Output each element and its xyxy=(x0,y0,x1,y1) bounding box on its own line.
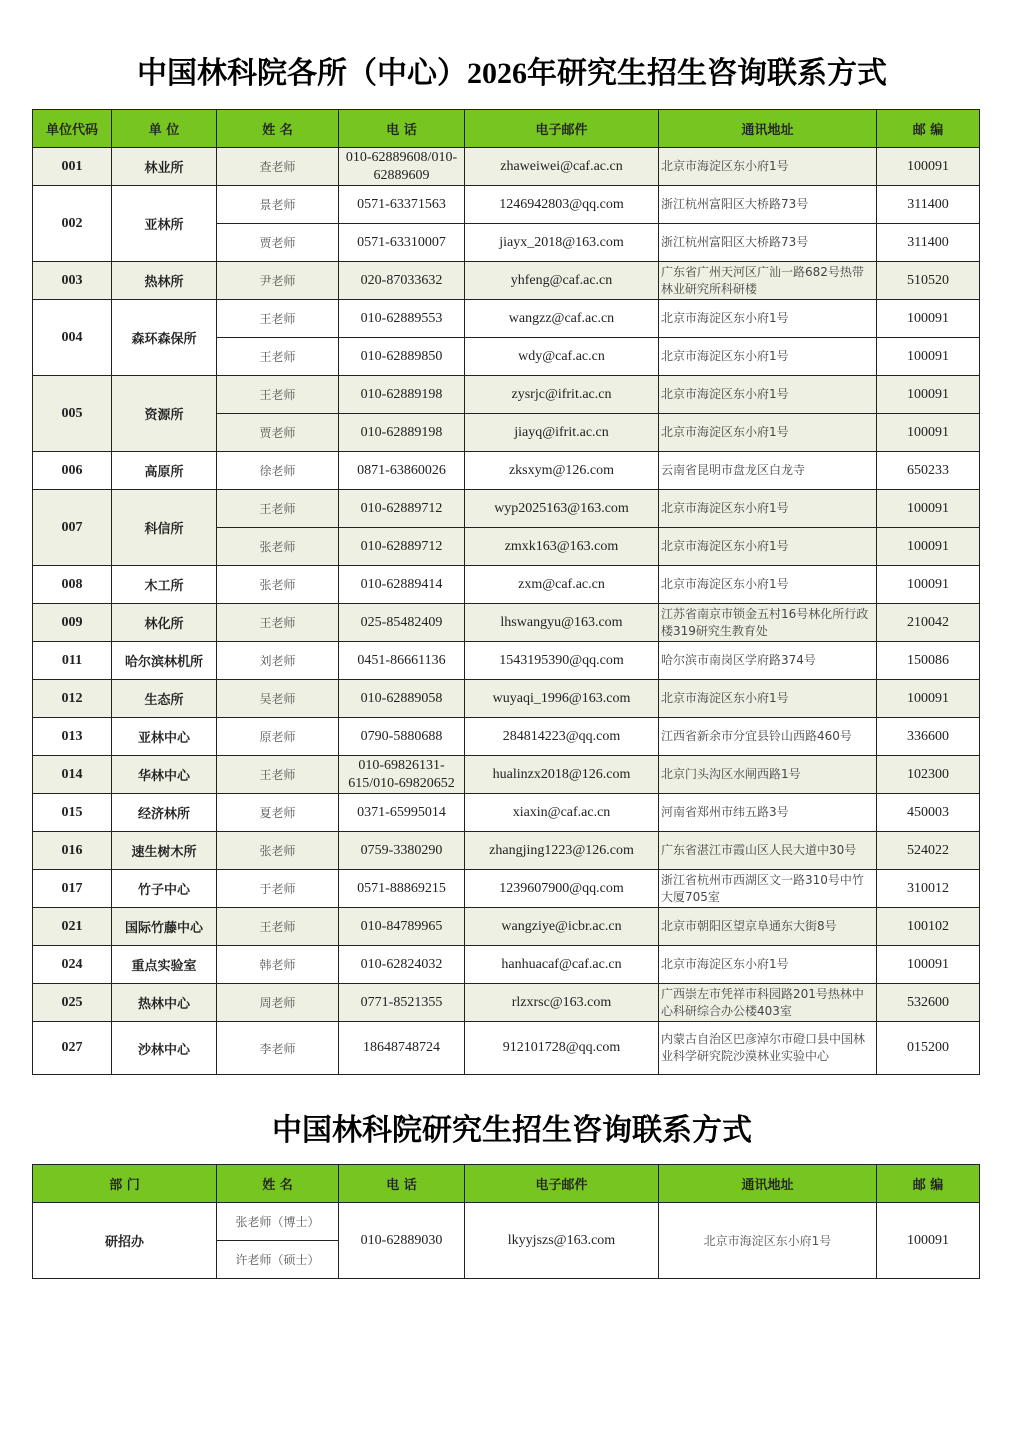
phone-cell: 010-69826131-615/010-69820652 xyxy=(339,756,465,794)
phone-cell: 0571-63371563 xyxy=(339,186,465,224)
email-cell: rlzxrsc@163.com xyxy=(465,984,659,1022)
email-cell: zksxym@126.com xyxy=(465,452,659,490)
zip-cell: 100091 xyxy=(877,946,980,984)
email-cell: wuyaqi_1996@163.com xyxy=(465,680,659,718)
phone-cell: 010-62889553 xyxy=(339,300,465,338)
phone-cell: 010-62889608/010-62889609 xyxy=(339,148,465,186)
email-cell: 1543195390@qq.com xyxy=(465,642,659,680)
unit-name-cell: 沙林中心 xyxy=(112,1022,217,1075)
address-cell: 北京市海淀区东小府1号 xyxy=(659,680,877,718)
unit-code-cell: 009 xyxy=(33,604,112,642)
address-cell: 哈尔滨市南岗区学府路374号 xyxy=(659,642,877,680)
column-header: 电子邮件 xyxy=(465,1165,659,1203)
phone-cell: 0371-65995014 xyxy=(339,794,465,832)
name-cell: 张老师 xyxy=(217,832,339,870)
dept-cell: 研招办 xyxy=(33,1203,217,1279)
table-row xyxy=(33,148,980,186)
phone-cell: 010-62824032 xyxy=(339,946,465,984)
name-cell: 王老师 xyxy=(217,490,339,528)
table-row xyxy=(33,908,980,946)
name-cell: 景老师 xyxy=(217,186,339,224)
table-row xyxy=(33,794,980,832)
zip-cell: 100091 xyxy=(877,414,980,452)
address-cell: 广东省广州天河区广汕一路682号热带林业研究所科研楼 xyxy=(659,262,877,300)
name-cell: 于老师 xyxy=(217,870,339,908)
table-row xyxy=(33,452,980,490)
name-cell: 王老师 xyxy=(217,604,339,642)
address-cell: 北京市海淀区东小府1号 xyxy=(659,566,877,604)
unit-name-cell: 速生树木所 xyxy=(112,832,217,870)
unit-code-cell: 027 xyxy=(33,1022,112,1075)
address-cell: 北京市海淀区东小府1号 xyxy=(659,946,877,984)
zip-cell: 100091 xyxy=(877,680,980,718)
email-cell: lhswangyu@163.com xyxy=(465,604,659,642)
unit-code-cell: 011 xyxy=(33,642,112,680)
table-row xyxy=(33,870,980,908)
address-cell: 北京市海淀区东小府1号 xyxy=(659,300,877,338)
phone-cell: 0759-3380290 xyxy=(339,832,465,870)
unit-code-cell: 003 xyxy=(33,262,112,300)
zip-cell: 100091 xyxy=(877,566,980,604)
name-cell: 许老师（硕士） xyxy=(217,1241,339,1279)
name-cell: 贾老师 xyxy=(217,414,339,452)
table-row xyxy=(33,1022,980,1075)
email-cell: xiaxin@caf.ac.cn xyxy=(465,794,659,832)
zip-cell: 210042 xyxy=(877,604,980,642)
zip-cell: 100091 xyxy=(877,338,980,376)
unit-name-cell: 高原所 xyxy=(112,452,217,490)
email-cell: wangzz@caf.ac.cn xyxy=(465,300,659,338)
unit-code-cell: 001 xyxy=(33,148,112,186)
phone-cell: 0571-63310007 xyxy=(339,224,465,262)
unit-name-cell: 亚林所 xyxy=(112,186,217,262)
column-header: 姓 名 xyxy=(217,110,339,148)
phone-cell: 010-62889712 xyxy=(339,490,465,528)
unit-code-cell: 021 xyxy=(33,908,112,946)
name-cell: 王老师 xyxy=(217,756,339,794)
unit-name-cell: 林化所 xyxy=(112,604,217,642)
column-header: 电 话 xyxy=(339,110,465,148)
email-cell: jiayx_2018@163.com xyxy=(465,224,659,262)
zip-cell: 311400 xyxy=(877,224,980,262)
unit-name-cell: 林业所 xyxy=(112,148,217,186)
table-row xyxy=(33,756,980,794)
email-cell: zhaweiwei@caf.ac.cn xyxy=(465,148,659,186)
table-row xyxy=(33,946,980,984)
email-cell: zhangjing1223@126.com xyxy=(465,832,659,870)
unit-code-cell: 006 xyxy=(33,452,112,490)
email-cell: 1239607900@qq.com xyxy=(465,870,659,908)
unit-code-cell: 017 xyxy=(33,870,112,908)
unit-code-cell: 004 xyxy=(33,300,112,376)
address-cell: 河南省郑州市纬五路3号 xyxy=(659,794,877,832)
zip-cell: 100091 xyxy=(877,148,980,186)
name-cell: 张老师 xyxy=(217,528,339,566)
unit-name-cell: 哈尔滨林机所 xyxy=(112,642,217,680)
zip-cell: 100091 xyxy=(877,300,980,338)
name-cell: 夏老师 xyxy=(217,794,339,832)
column-header: 姓 名 xyxy=(217,1165,339,1203)
phone-cell: 010-62889198 xyxy=(339,414,465,452)
name-cell: 贾老师 xyxy=(217,224,339,262)
email-cell: zysrjc@ifrit.ac.cn xyxy=(465,376,659,414)
address-cell: 北京市海淀区东小府1号 xyxy=(659,338,877,376)
name-cell: 韩老师 xyxy=(217,946,339,984)
phone-cell: 010-62889198 xyxy=(339,376,465,414)
name-cell: 徐老师 xyxy=(217,452,339,490)
unit-code-cell: 008 xyxy=(33,566,112,604)
unit-name-cell: 华林中心 xyxy=(112,756,217,794)
email-cell: 912101728@qq.com xyxy=(465,1022,659,1075)
phone-cell: 010-62889712 xyxy=(339,528,465,566)
name-cell: 王老师 xyxy=(217,338,339,376)
phone-cell: 010-62889058 xyxy=(339,680,465,718)
table-row xyxy=(33,262,980,300)
name-cell: 王老师 xyxy=(217,908,339,946)
address-cell: 北京市海淀区东小府1号 xyxy=(659,414,877,452)
name-cell: 尹老师 xyxy=(217,262,339,300)
phone-cell: 18648748724 xyxy=(339,1022,465,1075)
unit-name-cell: 森环森保所 xyxy=(112,300,217,376)
name-cell: 李老师 xyxy=(217,1022,339,1075)
phone-cell: 010-84789965 xyxy=(339,908,465,946)
zip-cell: 015200 xyxy=(877,1022,980,1075)
graduate-office-contact-table xyxy=(32,1164,980,1279)
phone-cell: 010-62889414 xyxy=(339,566,465,604)
column-header: 单位代码 xyxy=(33,110,112,148)
email-cell: wyp2025163@163.com xyxy=(465,490,659,528)
phone-cell: 0451-86661136 xyxy=(339,642,465,680)
phone-cell: 020-87033632 xyxy=(339,262,465,300)
email-cell: 284814223@qq.com xyxy=(465,718,659,756)
unit-name-cell: 木工所 xyxy=(112,566,217,604)
name-cell: 周老师 xyxy=(217,984,339,1022)
column-header: 电子邮件 xyxy=(465,110,659,148)
unit-name-cell: 国际竹藤中心 xyxy=(112,908,217,946)
address-cell: 北京市海淀区东小府1号 xyxy=(659,1203,877,1279)
zip-cell: 336600 xyxy=(877,718,980,756)
phone-cell: 0871-63860026 xyxy=(339,452,465,490)
column-header: 部 门 xyxy=(33,1165,217,1203)
table-row xyxy=(33,604,980,642)
name-cell: 王老师 xyxy=(217,300,339,338)
table-row xyxy=(33,718,980,756)
unit-code-cell: 025 xyxy=(33,984,112,1022)
phone-cell: 0790-5880688 xyxy=(339,718,465,756)
zip-cell: 450003 xyxy=(877,794,980,832)
zip-cell: 100102 xyxy=(877,908,980,946)
phone-cell: 010-62889030 xyxy=(339,1203,465,1279)
zip-cell: 100091 xyxy=(877,376,980,414)
address-cell: 浙江杭州富阳区大桥路73号 xyxy=(659,186,877,224)
table-row xyxy=(33,186,980,224)
page-title: 中国林科院各所（中心）2026年研究生招生咨询联系方式 xyxy=(137,57,887,90)
email-cell: lkyyjszs@163.com xyxy=(465,1203,659,1279)
name-cell: 王老师 xyxy=(217,376,339,414)
zip-cell: 510520 xyxy=(877,262,980,300)
address-cell: 浙江省杭州市西湖区文一路310号中竹大厦705室 xyxy=(659,870,877,908)
unit-name-cell: 经济林所 xyxy=(112,794,217,832)
unit-code-cell: 016 xyxy=(33,832,112,870)
column-header: 通讯地址 xyxy=(659,1165,877,1203)
address-cell: 内蒙古自治区巴彦淖尔市磴口县中国林业科学研究院沙漠林业实验中心 xyxy=(659,1022,877,1075)
name-cell: 原老师 xyxy=(217,718,339,756)
unit-code-cell: 012 xyxy=(33,680,112,718)
unit-name-cell: 热林中心 xyxy=(112,984,217,1022)
address-cell: 浙江杭州富阳区大桥路73号 xyxy=(659,224,877,262)
table-row xyxy=(33,490,980,528)
unit-name-cell: 资源所 xyxy=(112,376,217,452)
column-header: 邮 编 xyxy=(877,1165,980,1203)
unit-name-cell: 科信所 xyxy=(112,490,217,566)
table-row xyxy=(33,642,980,680)
address-cell: 云南省昆明市盘龙区白龙寺 xyxy=(659,452,877,490)
address-cell: 北京市朝阳区望京阜通东大街8号 xyxy=(659,908,877,946)
phone-cell: 025-85482409 xyxy=(339,604,465,642)
unit-code-cell: 024 xyxy=(33,946,112,984)
address-cell: 广西崇左市凭祥市科园路201号热林中心科研综合办公楼403室 xyxy=(659,984,877,1022)
table-row xyxy=(33,376,980,414)
email-cell: zmxk163@163.com xyxy=(465,528,659,566)
zip-cell: 150086 xyxy=(877,642,980,680)
unit-code-cell: 015 xyxy=(33,794,112,832)
unit-code-cell: 007 xyxy=(33,490,112,566)
zip-cell: 100091 xyxy=(877,1203,980,1279)
email-cell: yhfeng@caf.ac.cn xyxy=(465,262,659,300)
section-title: 中国林科院研究生招生咨询联系方式 xyxy=(272,1114,752,1147)
zip-cell: 311400 xyxy=(877,186,980,224)
table-row xyxy=(33,300,980,338)
email-cell: 1246942803@qq.com xyxy=(465,186,659,224)
phone-cell: 0571-88869215 xyxy=(339,870,465,908)
table-row xyxy=(33,984,980,1022)
email-cell: jiayq@ifrit.ac.cn xyxy=(465,414,659,452)
table-row xyxy=(33,832,980,870)
unit-name-cell: 生态所 xyxy=(112,680,217,718)
name-cell: 查老师 xyxy=(217,148,339,186)
email-cell: wdy@caf.ac.cn xyxy=(465,338,659,376)
unit-name-cell: 热林所 xyxy=(112,262,217,300)
address-cell: 北京门头沟区水闸西路1号 xyxy=(659,756,877,794)
address-cell: 北京市海淀区东小府1号 xyxy=(659,490,877,528)
email-cell: zxm@caf.ac.cn xyxy=(465,566,659,604)
zip-cell: 100091 xyxy=(877,528,980,566)
address-cell: 江西省新余市分宜县铃山西路460号 xyxy=(659,718,877,756)
institutes-contact-table xyxy=(32,109,980,1075)
zip-cell: 310012 xyxy=(877,870,980,908)
address-cell: 北京市海淀区东小府1号 xyxy=(659,148,877,186)
table-row xyxy=(33,680,980,718)
zip-cell: 650233 xyxy=(877,452,980,490)
column-header: 电 话 xyxy=(339,1165,465,1203)
email-cell: hanhuacaf@caf.ac.cn xyxy=(465,946,659,984)
unit-code-cell: 014 xyxy=(33,756,112,794)
phone-cell: 0771-8521355 xyxy=(339,984,465,1022)
address-cell: 北京市海淀区东小府1号 xyxy=(659,376,877,414)
address-cell: 广东省湛江市霞山区人民大道中30号 xyxy=(659,832,877,870)
name-cell: 张老师（博士） xyxy=(217,1203,339,1241)
phone-cell: 010-62889850 xyxy=(339,338,465,376)
name-cell: 吴老师 xyxy=(217,680,339,718)
unit-name-cell: 重点实验室 xyxy=(112,946,217,984)
unit-code-cell: 002 xyxy=(33,186,112,262)
column-header: 通讯地址 xyxy=(659,110,877,148)
name-cell: 张老师 xyxy=(217,566,339,604)
column-header: 单 位 xyxy=(112,110,217,148)
column-header: 邮 编 xyxy=(877,110,980,148)
unit-code-cell: 005 xyxy=(33,376,112,452)
address-cell: 江苏省南京市锁金五村16号林化所行政楼319研究生教育处 xyxy=(659,604,877,642)
table-row xyxy=(33,566,980,604)
zip-cell: 102300 xyxy=(877,756,980,794)
unit-code-cell: 013 xyxy=(33,718,112,756)
zip-cell: 532600 xyxy=(877,984,980,1022)
zip-cell: 100091 xyxy=(877,490,980,528)
unit-name-cell: 亚林中心 xyxy=(112,718,217,756)
name-cell: 刘老师 xyxy=(217,642,339,680)
email-cell: hualinzx2018@126.com xyxy=(465,756,659,794)
address-cell: 北京市海淀区东小府1号 xyxy=(659,528,877,566)
zip-cell: 524022 xyxy=(877,832,980,870)
unit-name-cell: 竹子中心 xyxy=(112,870,217,908)
email-cell: wangziye@icbr.ac.cn xyxy=(465,908,659,946)
